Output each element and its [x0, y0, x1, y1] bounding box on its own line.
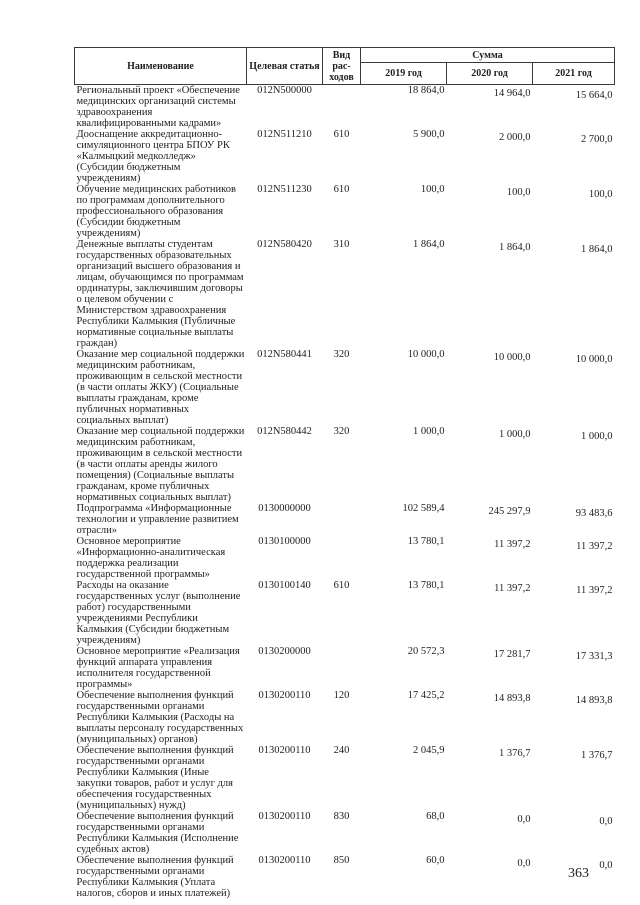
row-value-2020: 14 964,0: [493, 88, 531, 99]
row-code: 012N511210: [257, 129, 312, 140]
row-code: 012N500000: [257, 85, 312, 96]
row-kind: 310: [333, 239, 350, 250]
row-value-2020: 2 000,0: [499, 132, 531, 143]
table-header: [75, 48, 615, 85]
row-value-2020: 245 297,9: [488, 506, 531, 517]
row-value-2021: 11 397,2: [576, 585, 613, 596]
row-value-2021: 2 700,0: [581, 134, 613, 145]
row-code: 0130200110: [258, 745, 311, 756]
table-row: [75, 503, 615, 536]
row-value-2019: 60,0: [426, 855, 445, 866]
row-code: 012N580420: [257, 239, 312, 250]
row-value-2019: 102 589,4: [402, 503, 445, 514]
row-code: 0130200110: [258, 811, 311, 822]
header-2021: 2021 год: [533, 63, 615, 85]
row-value-2021: 1 376,7: [581, 750, 613, 761]
row-code: 0130000000: [258, 503, 311, 514]
row-value-2019: 18 864,0: [407, 85, 445, 96]
row-name: Обеспечение выполнения функций государственными органами Республики Калмыкия (Расходы на выплаты персоналу государственных (муниципальных) органов): [76, 690, 244, 745]
row-kind: 240: [333, 745, 350, 756]
row-code: 0130200110: [258, 855, 311, 866]
row-code: 012N511230: [257, 184, 312, 195]
row-value-2021: 1 000,0: [581, 431, 613, 442]
row-value-2020: 1 376,7: [499, 748, 531, 759]
row-value-2019: 5 900,0: [413, 129, 445, 140]
table-row: [75, 855, 615, 899]
row-value-2021: 100,0: [588, 189, 613, 200]
header-name: Наименование: [75, 48, 247, 85]
row-name: Расходы на оказание государственных услуг (выполнение работ) государственными учреждениями Республики Калмыкия (Субсидии бюджетным учреждениям): [76, 580, 241, 646]
row-name: Оказание мер социальной поддержки медицинским работникам, проживающим в сельской местности (в части оплаты аренды жилого помещения) (Социальные выплаты гражданам, кроме публичных нормативных социальных выплат): [76, 426, 245, 503]
table-body: [75, 85, 615, 900]
row-name: Обеспечение выполнения функций государственными органами Республики Калмыкия (Исполнение судебных актов): [76, 811, 239, 855]
row-value-2019: 20 572,3: [407, 646, 445, 657]
row-kind: 610: [333, 580, 350, 591]
row-kind: 850: [333, 855, 350, 866]
row-name: Обеспечение выполнения функций государственными органами Республики Калмыкия (Уплата налогов, сборов и иных платежей): [76, 855, 234, 899]
row-code: 012N580442: [257, 426, 312, 437]
table-row: [75, 129, 615, 184]
row-value-2020: 10 000,0: [493, 352, 531, 363]
row-value-2021: 1 864,0: [581, 244, 613, 255]
row-value-2021: 14 893,8: [575, 695, 613, 706]
row-value-2021: 0,0: [599, 860, 613, 871]
row-kind: [323, 503, 361, 536]
row-kind: [323, 536, 361, 580]
row-name: Подпрограмма «Информационные технологии и управление развитием отрасли»: [76, 503, 239, 536]
row-value-2019: 100,0: [420, 184, 445, 195]
row-value-2020: 17 281,7: [493, 649, 531, 660]
row-code: 0130100000: [258, 536, 311, 547]
row-value-2020: 0,0: [517, 814, 531, 825]
row-value-2020: 100,0: [506, 187, 531, 198]
row-value-2019: 13 780,1: [407, 580, 445, 591]
row-value-2019: 13 780,1: [407, 536, 445, 547]
header-code: Целевая статья: [247, 48, 323, 85]
header-sum: Сумма: [361, 48, 615, 63]
table-row: [75, 536, 615, 580]
header-kind: Вид рас-ходов: [323, 48, 361, 85]
row-value-2020: 0,0: [517, 858, 531, 869]
row-name: Денежные выплаты студентам государственных образовательных организаций высшего образования и лицам, обучающимся по программам ординатуры, заключившим договоры о целевом обучении с Министерством здравоохранения Республики Калмыкия (Публичные нормативные социальные выплаты граждан): [76, 239, 244, 349]
row-value-2020: 11 397,2: [494, 583, 531, 594]
row-code: 0130200000: [258, 646, 311, 657]
table-row: [75, 426, 615, 503]
row-name: Дооснащение аккредитационно-симуляционного центра БПОУ РК «Калмыцкий медколледж» (Субсидии бюджетным учреждениям): [76, 129, 230, 184]
table-row: [75, 239, 615, 349]
row-value-2021: 11 397,2: [576, 541, 613, 552]
row-value-2019: 10 000,0: [407, 349, 445, 360]
page-number: 363: [568, 866, 589, 881]
table-row: [75, 85, 615, 130]
row-kind: 320: [333, 349, 350, 360]
table-row: [75, 646, 615, 690]
row-value-2021: 0,0: [599, 816, 613, 827]
row-name: Оказание мер социальной поддержки медицинским работникам, проживающим в сельской местности (в части оплаты ЖКУ) (Социальные выплаты гражданам, кроме публичных нормативных социальных выплат): [76, 349, 245, 426]
row-value-2021: 93 483,6: [575, 508, 613, 519]
row-value-2020: 1 000,0: [499, 429, 531, 440]
table-row: [75, 811, 615, 855]
row-value-2020: 11 397,2: [494, 539, 531, 550]
table-row: [75, 690, 615, 745]
row-name: Обеспечение выполнения функций государственными органами Республики Калмыкия (Иные закупки товаров, работ и услуг для обеспечения государственных (муниципальных) нужд): [76, 745, 234, 811]
row-kind: 830: [333, 811, 350, 822]
table-row: [75, 580, 615, 646]
row-code: 0130100140: [258, 580, 311, 591]
table-row: [75, 745, 615, 811]
row-value-2021: 10 000,0: [575, 354, 613, 365]
row-name: Основное мероприятие «Информационно-аналитическая поддержка реализации государственной программы»: [76, 536, 226, 580]
row-name: Основное мероприятие «Реализация функций аппарата управления исполнителя государственной программы»: [76, 646, 240, 690]
row-value-2019: 1 000,0: [413, 426, 445, 437]
row-value-2020: 1 864,0: [499, 242, 531, 253]
table-row: [75, 349, 615, 426]
row-kind: [323, 85, 361, 130]
header-2020: 2020 год: [447, 63, 533, 85]
row-kind: 120: [333, 690, 350, 701]
row-kind: 610: [333, 129, 350, 140]
row-kind: 320: [333, 426, 350, 437]
row-value-2021: 15 664,0: [575, 90, 613, 101]
row-kind: 610: [333, 184, 350, 195]
row-name: Региональный проект «Обеспечение медицинских организаций системы здравоохранения квалифицированными кадрами»: [76, 85, 240, 129]
row-value-2021: 17 331,3: [575, 651, 613, 662]
row-value-2019: 2 045,9: [413, 745, 445, 756]
row-code: 0130200110: [258, 690, 311, 701]
budget-table: [74, 47, 615, 899]
table-row: [75, 184, 615, 239]
row-value-2019: 17 425,2: [407, 690, 445, 701]
header-2019: 2019 год: [361, 63, 447, 85]
row-value-2020: 14 893,8: [493, 693, 531, 704]
row-kind: [323, 646, 361, 690]
row-code: 012N580441: [257, 349, 312, 360]
row-value-2019: 68,0: [426, 811, 445, 822]
row-name: Обучение медицинских работников по программам дополнительного профессионального образования (Субсидии бюджетным учреждениям): [76, 184, 236, 239]
row-value-2019: 1 864,0: [413, 239, 445, 250]
